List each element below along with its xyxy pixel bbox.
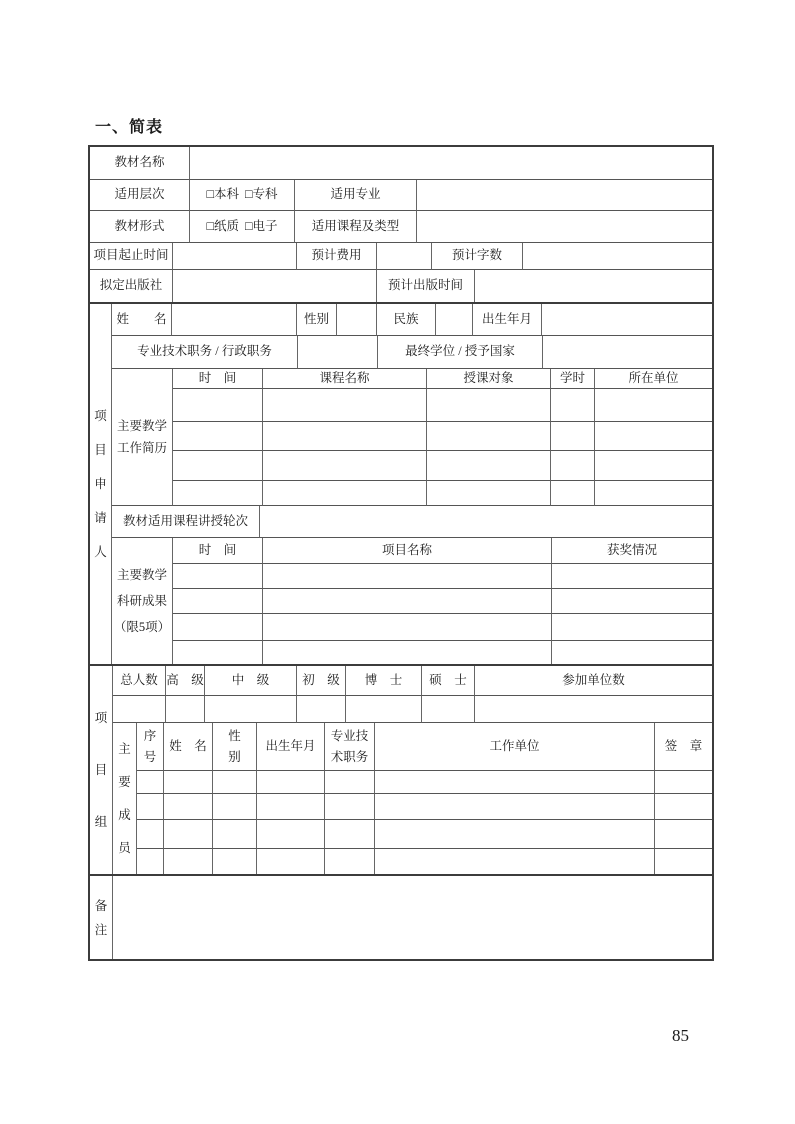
empty-cell (325, 849, 375, 874)
col-header-member-gender: 性 别 (213, 723, 257, 771)
empty-cell (375, 794, 655, 820)
empty-cell (205, 696, 297, 723)
applicant-birth-value (542, 304, 712, 336)
prof-title-value (298, 336, 378, 369)
empty-cell (164, 849, 213, 874)
major-label: 适用专业 (295, 180, 417, 211)
empty-cell (375, 849, 655, 874)
applicant-gender-label: 性别 (297, 304, 337, 336)
duration-label: 项目起止时间 (90, 243, 173, 270)
empty-cell (263, 589, 552, 614)
empty-cell (552, 614, 712, 641)
col-header-seq: 序 号 (137, 723, 164, 771)
empty-cell (551, 389, 595, 422)
empty-cell (427, 481, 551, 506)
applicant-name-value (172, 304, 297, 336)
col-header-hours: 学时 (551, 369, 595, 389)
page-title: 一、简表 (95, 119, 164, 136)
team-section-label: 项目组 (90, 666, 113, 874)
prof-title-label: 专业技术职务 / 行政职务 (112, 336, 298, 369)
research-empty-row (173, 589, 712, 614)
teaching-empty-row (173, 451, 712, 481)
teaching-history-block (112, 369, 712, 506)
empty-cell (164, 771, 213, 794)
empty-cell (595, 451, 712, 481)
table-row (90, 243, 712, 270)
empty-cell (137, 794, 164, 820)
empty-cell (263, 422, 427, 451)
team-stats-empty-row (113, 696, 712, 723)
empty-cell (257, 771, 325, 794)
empty-cell (422, 696, 475, 723)
empty-cell (213, 771, 257, 794)
research-empty-row (173, 614, 712, 641)
empty-cell (595, 481, 712, 506)
teaching-empty-row (173, 422, 712, 451)
col-header-participating-units: 参加单位数 (475, 666, 712, 696)
teaching-empty-row (173, 389, 712, 422)
applicant-section (90, 302, 712, 664)
col-header-course-name: 课程名称 (263, 369, 427, 389)
word-count-label: 预计字数 (432, 243, 523, 270)
empty-cell (263, 451, 427, 481)
col-header-master: 硕 士 (422, 666, 475, 696)
empty-cell (173, 614, 263, 641)
course-type-label: 适用课程及类型 (295, 211, 417, 243)
table-row (90, 147, 712, 180)
page-number: 85 (672, 1026, 689, 1045)
members-label: 主要成员 (113, 723, 137, 874)
col-header-award: 获奖情况 (552, 538, 712, 564)
empty-cell (164, 820, 213, 849)
level-label: 适用层次 (90, 180, 190, 211)
empty-cell (166, 696, 205, 723)
col-header-seal: 签 章 (655, 723, 712, 771)
empty-cell (551, 481, 595, 506)
remarks-value (113, 876, 712, 959)
empty-cell (552, 564, 712, 589)
col-header-unit: 所在单位 (595, 369, 712, 389)
applicant-ethnicity-label: 民族 (377, 304, 436, 336)
table-row (90, 180, 712, 211)
member-empty-row (137, 771, 712, 794)
degree-label: 最终学位 / 授予国家 (378, 336, 543, 369)
empty-cell (346, 696, 422, 723)
empty-cell (475, 696, 712, 723)
empty-cell (551, 451, 595, 481)
remarks-label: 备注 (90, 876, 113, 959)
empty-cell (173, 564, 263, 589)
checkbox-paper[interactable]: □纸质 (206, 218, 239, 233)
empty-cell (263, 481, 427, 506)
empty-cell (595, 389, 712, 422)
empty-cell (113, 696, 166, 723)
empty-cell (137, 771, 164, 794)
applicant-section-label: 项目申请人 (90, 304, 112, 664)
teaching-history-label: 主要教学 工作简历 (112, 369, 173, 506)
empty-cell (263, 614, 552, 641)
team-stats-header-row (113, 666, 712, 696)
summary-form-table (88, 145, 714, 961)
applicant-ethnicity-value (436, 304, 473, 336)
col-header-junior: 初 级 (297, 666, 346, 696)
research-achievements-label: 主要教学 科研成果 （限5项） (112, 538, 173, 664)
team-section (90, 664, 712, 874)
col-header-senior: 高 级 (166, 666, 205, 696)
textbook-name-label: 教材名称 (90, 147, 190, 180)
col-header-member-name: 姓 名 (164, 723, 213, 771)
empty-cell (551, 422, 595, 451)
teaching-header-row (173, 369, 712, 389)
empty-cell (375, 771, 655, 794)
table-row (112, 304, 712, 336)
empty-cell (375, 820, 655, 849)
empty-cell (263, 564, 552, 589)
empty-cell (257, 849, 325, 874)
table-row (112, 336, 712, 369)
checkbox-electronic[interactable]: □电子 (245, 218, 278, 233)
publisher-label: 拟定出版社 (90, 270, 173, 302)
rounds-label: 教材适用课程讲授轮次 (112, 506, 260, 538)
form-label: 教材形式 (90, 211, 190, 243)
empty-cell (595, 422, 712, 451)
duration-value (173, 243, 297, 270)
empty-cell (213, 820, 257, 849)
applicant-name-label: 姓 名 (112, 304, 172, 336)
col-header-time: 时 间 (173, 369, 263, 389)
applicant-birth-label: 出生年月 (473, 304, 542, 336)
research-empty-row (173, 564, 712, 589)
empty-cell (655, 849, 712, 874)
empty-cell (552, 641, 712, 664)
publish-time-label: 预计出版时间 (377, 270, 475, 302)
empty-cell (257, 794, 325, 820)
empty-cell (173, 589, 263, 614)
empty-cell (325, 820, 375, 849)
empty-cell (173, 641, 263, 664)
remarks-section (90, 874, 712, 959)
col-header-work-unit: 工作单位 (375, 723, 655, 771)
empty-cell (297, 696, 346, 723)
empty-cell (263, 389, 427, 422)
members-block (113, 723, 712, 874)
col-header-audience: 授课对象 (427, 369, 551, 389)
checkbox-benke[interactable]: □本科 (206, 187, 239, 202)
research-achievements-block (112, 538, 712, 664)
level-options-cell (190, 180, 295, 211)
teaching-empty-row (173, 481, 712, 506)
empty-cell (325, 771, 375, 794)
publish-time-value (475, 270, 712, 302)
cost-value (377, 243, 432, 270)
empty-cell (137, 820, 164, 849)
research-empty-row (173, 641, 712, 664)
empty-cell (427, 451, 551, 481)
applicant-gender-value (337, 304, 377, 336)
empty-cell (655, 771, 712, 794)
empty-cell (655, 794, 712, 820)
empty-cell (427, 422, 551, 451)
col-header-total: 总人数 (113, 666, 166, 696)
col-header-member-prof: 专业技 术职务 (325, 723, 375, 771)
rounds-value (260, 506, 712, 538)
course-type-value (417, 211, 712, 243)
empty-cell (325, 794, 375, 820)
form-options-cell (190, 211, 295, 243)
empty-cell (552, 589, 712, 614)
publisher-value (173, 270, 377, 302)
word-count-value (523, 243, 712, 270)
members-header-row (137, 723, 712, 771)
empty-cell (213, 794, 257, 820)
major-value (417, 180, 712, 211)
table-row (90, 270, 712, 302)
col-header-time: 时 间 (173, 538, 263, 564)
degree-value (543, 336, 712, 369)
empty-cell (137, 849, 164, 874)
cost-label: 预计费用 (297, 243, 377, 270)
table-row (90, 211, 712, 243)
col-header-project-name: 项目名称 (263, 538, 552, 564)
empty-cell (655, 820, 712, 849)
empty-cell (263, 641, 552, 664)
empty-cell (213, 849, 257, 874)
empty-cell (164, 794, 213, 820)
member-empty-row (137, 820, 712, 849)
checkbox-zhuanke[interactable]: □专科 (245, 187, 278, 202)
empty-cell (173, 481, 263, 506)
research-header-row (173, 538, 712, 564)
empty-cell (257, 820, 325, 849)
col-header-member-birth: 出生年月 (257, 723, 325, 771)
col-header-doctor: 博 士 (346, 666, 422, 696)
table-row (112, 506, 712, 538)
empty-cell (173, 389, 263, 422)
member-empty-row (137, 794, 712, 820)
empty-cell (173, 451, 263, 481)
member-empty-row (137, 849, 712, 874)
col-header-middle: 中 级 (205, 666, 297, 696)
textbook-name-value (190, 147, 712, 180)
empty-cell (427, 389, 551, 422)
empty-cell (173, 422, 263, 451)
